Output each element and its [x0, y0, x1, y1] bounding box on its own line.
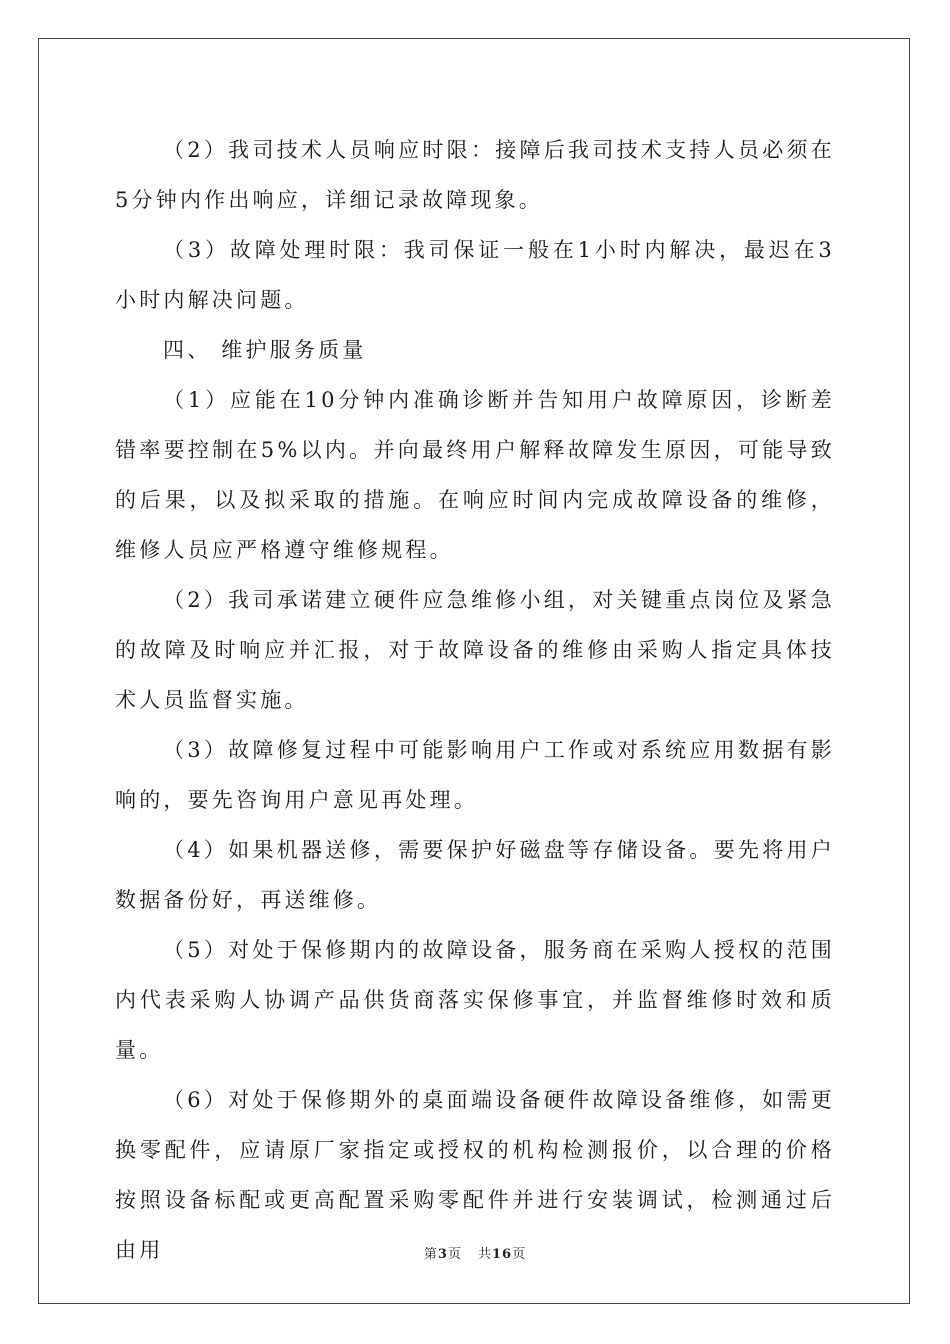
- document-body: [115, 125, 835, 1275]
- section-heading-service-quality: 四、 维护服务质量: [163, 338, 367, 362]
- footer-total-prefix: 共: [477, 1247, 492, 1262]
- paragraph-fault-handling-time: （3）故障处理时限：我司保证一般在1小时内解决，最迟在3小时内解决问题。: [115, 238, 835, 312]
- paragraph-quality-2: （2）我司承诺建立硬件应急维修小组，对关键重点岗位及紧急的故障及时响应并汇报，对于故障设备的维修由采购人指定具体技术人员监督实施。: [115, 588, 835, 712]
- paragraph-quality-1: （1）应能在10分钟内准确诊断并告知用户故障原因，诊断差错率要控制在5%以内。并向最终用户解释故障发生原因，可能导致的后果，以及拟采取的措施。在响应时间内完成故障设备的维修，维修人员应严格遵守维修规程。: [115, 388, 835, 562]
- paragraph-quality-3: （3）故障修复过程中可能影响用户工作或对系统应用数据有影响的，要先咨询用户意见再处理。: [115, 738, 835, 812]
- paragraph-quality-4: （4）如果机器送修，需要保护好磁盘等存储设备。要先将用户数据备份好，再送维修。: [115, 838, 835, 912]
- page-footer: [0, 1243, 950, 1262]
- paragraph-quality-5: （5）对处于保修期内的故障设备，服务商在采购人授权的范围内代表采购人协调产品供货商落实保修事宜，并监督维修时效和质量。: [115, 938, 835, 1062]
- paragraph-quality-6: （6）对处于保修期外的桌面端设备硬件故障设备维修，如需更换零配件，应请原厂家指定或授权的机构检测报价，以合理的价格按照设备标配或更高配置采购零配件并进行安装调试，检测通过后由用: [115, 1088, 835, 1262]
- footer-total-suffix: 页: [512, 1247, 527, 1262]
- footer-page-current: 3: [437, 1247, 448, 1262]
- footer-page-total: 16: [491, 1247, 513, 1262]
- footer-page-suffix: 页: [447, 1247, 462, 1262]
- paragraph-response-time: （2）我司技术人员响应时限：接障后我司技术支持人员必须在5分钟内作出响应，详细记录故障现象。: [115, 138, 835, 212]
- footer-page-prefix: 第: [423, 1247, 438, 1262]
